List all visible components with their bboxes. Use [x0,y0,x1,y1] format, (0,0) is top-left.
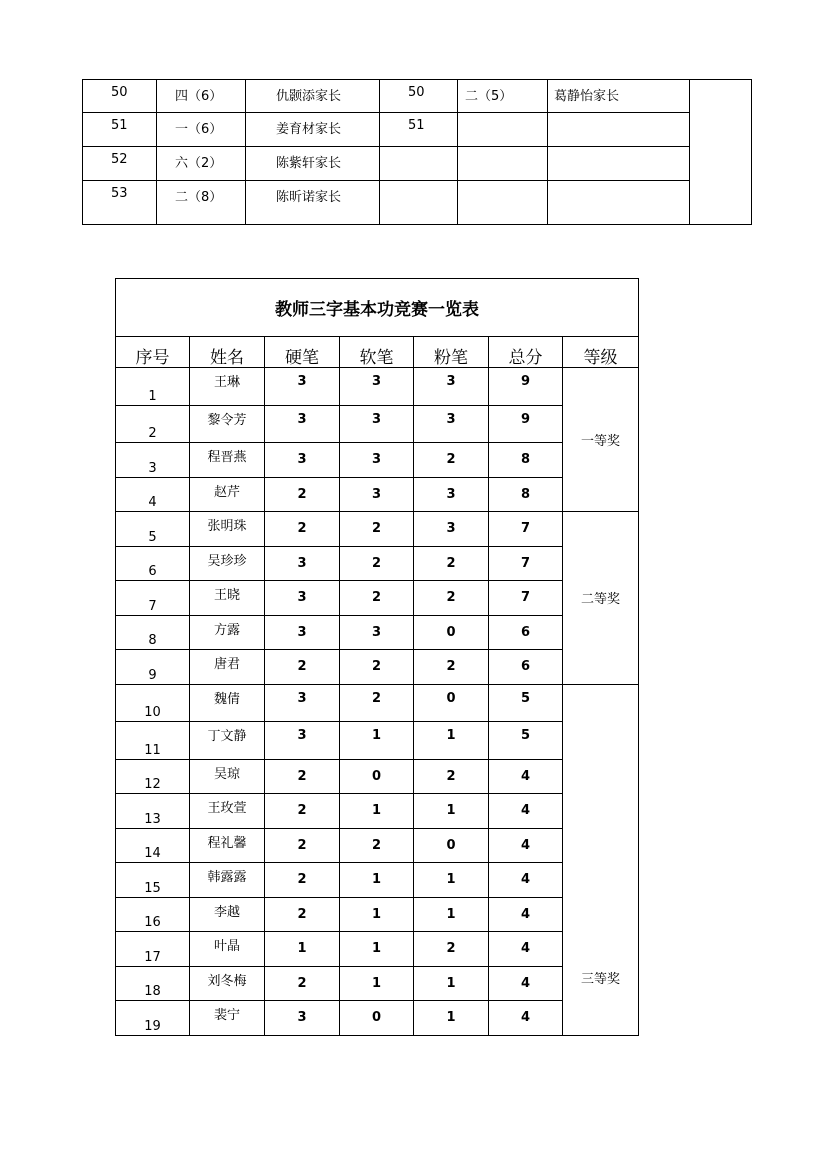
header-row [116,337,639,368]
name-cell: 王玫萱 [190,794,265,829]
name-cell: 魏倩 [190,684,265,722]
number-cell [380,181,458,225]
table-row [116,512,639,547]
header-total: 总分 [489,337,563,368]
soft-pen-score: 2 [340,650,414,685]
seq-cell: 16 [116,897,190,932]
chalk-score: 3 [414,405,489,443]
chalk-score: 3 [414,368,489,406]
name-cell: 方露 [190,615,265,650]
class-cell: 二（5） [458,80,548,113]
total-score: 4 [489,863,563,898]
hard-pen-score: 2 [265,512,340,547]
name-cell: 刘冬梅 [190,966,265,1001]
total-score: 8 [489,443,563,478]
table-row [116,966,639,1001]
table-row [116,443,639,478]
table-row [116,1001,639,1036]
level-cell: 三等奖 [563,684,639,1035]
soft-pen-score: 0 [340,759,414,794]
table-row [116,863,639,898]
name-cell [548,113,690,147]
name-cell: 黎令芳 [190,405,265,443]
chalk-score: 0 [414,615,489,650]
total-score: 5 [489,684,563,722]
class-cell [458,147,548,181]
total-score: 9 [489,368,563,406]
seq-cell: 2 [116,405,190,443]
hard-pen-score: 3 [265,684,340,722]
soft-pen-score: 1 [340,863,414,898]
header-name: 姓名 [190,337,265,368]
name-cell: 吴珍珍 [190,546,265,581]
soft-pen-score: 3 [340,615,414,650]
header-seq: 序号 [116,337,190,368]
hard-pen-score: 3 [265,443,340,478]
name-cell: 陈紫轩家长 [246,147,380,181]
chalk-score: 3 [414,477,489,512]
soft-pen-score: 2 [340,828,414,863]
soft-pen-score: 2 [340,546,414,581]
table-row [83,181,752,225]
header-soft-pen: 软笔 [340,337,414,368]
name-cell: 张明珠 [190,512,265,547]
hard-pen-score: 3 [265,581,340,616]
seq-cell: 14 [116,828,190,863]
chalk-score: 2 [414,650,489,685]
table-row [116,546,639,581]
number-cell: 50 [380,80,458,113]
hard-pen-score: 3 [265,615,340,650]
name-cell: 叶晶 [190,932,265,967]
seq-cell: 19 [116,1001,190,1036]
soft-pen-score: 0 [340,1001,414,1036]
table-row [116,650,639,685]
table-row [116,759,639,794]
table-row [116,581,639,616]
level-cell: 二等奖 [563,512,639,685]
hard-pen-score: 2 [265,794,340,829]
header-level: 等级 [563,337,639,368]
seq-cell: 4 [116,477,190,512]
table-row [116,368,639,406]
chalk-score: 1 [414,897,489,932]
name-cell: 唐君 [190,650,265,685]
header-chalk: 粉笔 [414,337,489,368]
seq-cell: 7 [116,581,190,616]
name-cell: 韩露露 [190,863,265,898]
soft-pen-score: 3 [340,477,414,512]
name-cell: 赵芹 [190,477,265,512]
soft-pen-score: 1 [340,932,414,967]
table-row [116,405,639,443]
hard-pen-score: 2 [265,828,340,863]
soft-pen-score: 3 [340,405,414,443]
soft-pen-score: 3 [340,443,414,478]
soft-pen-score: 3 [340,368,414,406]
chalk-score: 1 [414,1001,489,1036]
class-cell: 二（8） [157,181,246,225]
seq-cell: 5 [116,512,190,547]
name-cell: 程晋燕 [190,443,265,478]
total-score: 8 [489,477,563,512]
name-cell: 王晓 [190,581,265,616]
soft-pen-score: 2 [340,684,414,722]
seq-cell: 1 [116,368,190,406]
header-hard-pen: 硬笔 [265,337,340,368]
seq-cell: 6 [116,546,190,581]
table-row [116,477,639,512]
class-cell: 六（2） [157,147,246,181]
number-cell: 50 [83,80,157,113]
hard-pen-score: 2 [265,966,340,1001]
hard-pen-score: 2 [265,897,340,932]
soft-pen-score: 1 [340,966,414,1001]
hard-pen-score: 2 [265,477,340,512]
hard-pen-score: 2 [265,759,340,794]
soft-pen-score: 1 [340,897,414,932]
total-score: 4 [489,966,563,1001]
level-cell: 一等奖 [563,368,639,512]
name-cell: 仇颢添家长 [246,80,380,113]
chalk-score: 1 [414,722,489,760]
chalk-score: 2 [414,932,489,967]
chalk-score: 1 [414,966,489,1001]
table-row [83,80,752,113]
table-row [116,794,639,829]
name-cell: 程礼馨 [190,828,265,863]
table-row [116,722,639,760]
chalk-score: 2 [414,581,489,616]
chalk-score: 2 [414,546,489,581]
number-cell: 52 [83,147,157,181]
total-score: 4 [489,897,563,932]
table-row [116,684,639,722]
number-cell: 51 [83,113,157,147]
hard-pen-score: 1 [265,932,340,967]
table-row [116,932,639,967]
total-score: 5 [489,722,563,760]
hard-pen-score: 3 [265,1001,340,1036]
total-score: 7 [489,581,563,616]
hard-pen-score: 3 [265,368,340,406]
seq-cell: 17 [116,932,190,967]
total-score: 4 [489,828,563,863]
seq-cell: 12 [116,759,190,794]
class-cell: 四（6） [157,80,246,113]
chalk-score: 3 [414,512,489,547]
name-cell: 陈昕诺家长 [246,181,380,225]
name-cell: 裴宁 [190,1001,265,1036]
seq-cell: 13 [116,794,190,829]
seq-cell: 10 [116,684,190,722]
chalk-score: 2 [414,759,489,794]
parent-list-table [82,79,752,225]
name-cell: 姜育材家长 [246,113,380,147]
table-row [83,147,752,181]
chalk-score: 2 [414,443,489,478]
seq-cell: 8 [116,615,190,650]
name-cell: 李越 [190,897,265,932]
total-score: 6 [489,650,563,685]
soft-pen-score: 2 [340,581,414,616]
table-title: 教师三字基本功竞赛一览表 [116,279,639,337]
table-row [116,897,639,932]
name-cell [548,147,690,181]
seq-cell: 15 [116,863,190,898]
competition-table [115,278,639,1036]
total-score: 4 [489,794,563,829]
soft-pen-score: 1 [340,722,414,760]
soft-pen-score: 1 [340,794,414,829]
hard-pen-score: 3 [265,405,340,443]
total-score: 6 [489,615,563,650]
chalk-score: 1 [414,794,489,829]
number-cell [380,147,458,181]
soft-pen-score: 2 [340,512,414,547]
seq-cell: 11 [116,722,190,760]
seq-cell: 3 [116,443,190,478]
hard-pen-score: 2 [265,650,340,685]
chalk-score: 0 [414,684,489,722]
class-cell [458,181,548,225]
number-cell: 51 [380,113,458,147]
total-score: 7 [489,512,563,547]
name-cell: 葛静怡家长 [548,80,690,113]
name-cell: 王琳 [190,368,265,406]
hard-pen-score: 3 [265,722,340,760]
total-score: 4 [489,759,563,794]
table-row [116,828,639,863]
chalk-score: 1 [414,863,489,898]
total-score: 4 [489,932,563,967]
hard-pen-score: 2 [265,863,340,898]
seq-cell: 9 [116,650,190,685]
hard-pen-score: 3 [265,546,340,581]
seq-cell: 18 [116,966,190,1001]
class-cell: 一（6） [157,113,246,147]
name-cell [548,181,690,225]
total-score: 7 [489,546,563,581]
class-cell [458,113,548,147]
table-row [116,615,639,650]
chalk-score: 0 [414,828,489,863]
total-score: 4 [489,1001,563,1036]
name-cell: 吴琼 [190,759,265,794]
name-cell: 丁文静 [190,722,265,760]
total-score: 9 [489,405,563,443]
table-row [83,113,752,147]
empty-cell [690,80,752,225]
number-cell: 53 [83,181,157,225]
